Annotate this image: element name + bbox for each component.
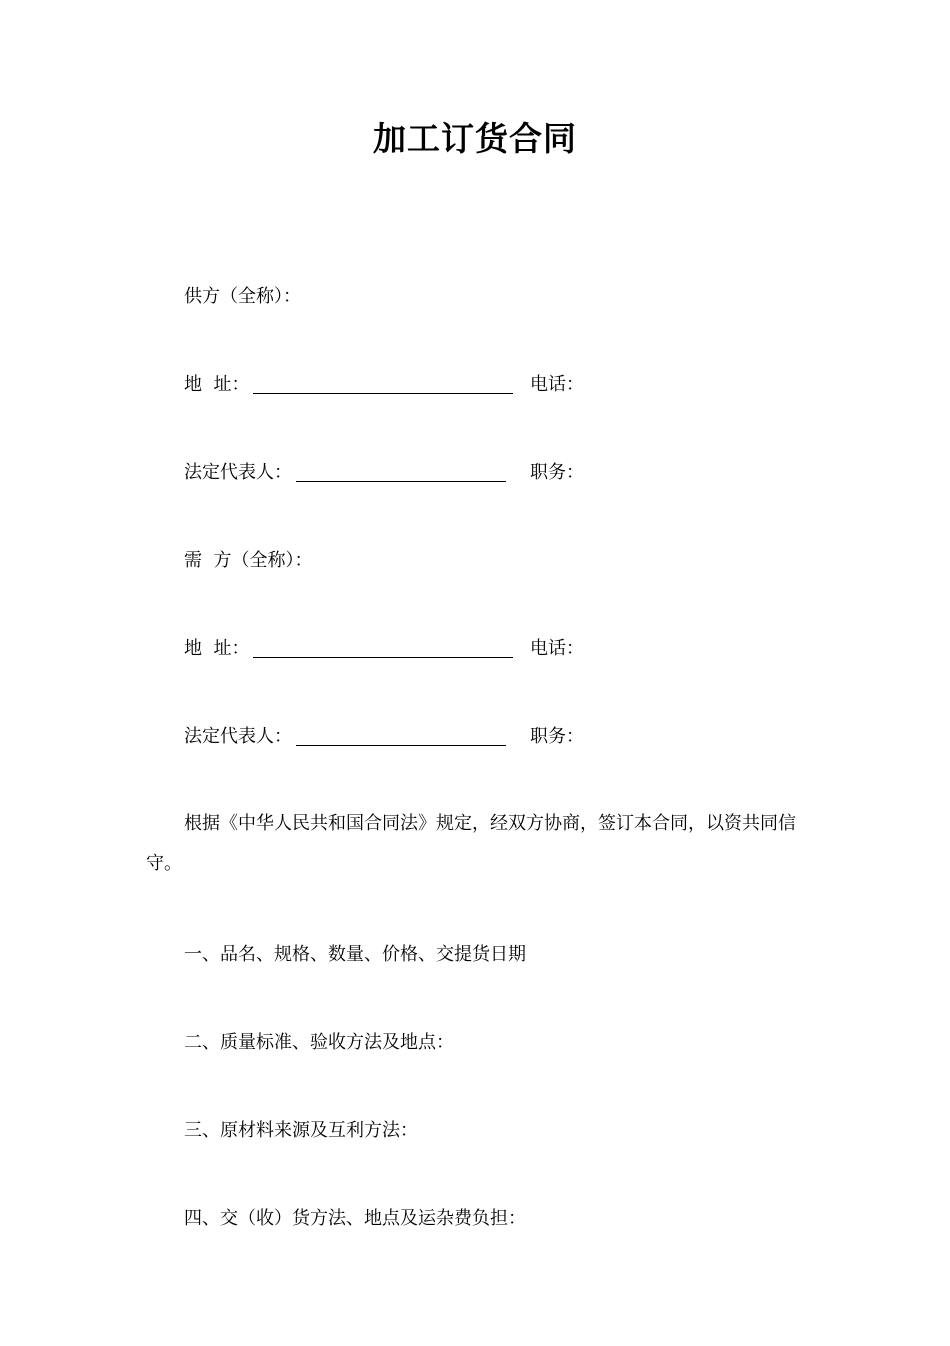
buyer-phone-label: 电话： [530,638,584,659]
supplier-address-row [184,372,513,398]
intro-paragraph: 根据《中华人民共和国合同法》规定，经双方协商，签订本合同，以资共同信守。 [146,813,796,874]
buyer-position-label: 职务： [530,726,584,747]
supplier-rep-row [184,460,506,486]
supplier-label: 供方（全称）： [184,286,301,307]
document-title: 加工订货合同 [373,119,577,158]
supplier-rep-label: 法定代表人： [184,462,292,483]
buyer-rep-row [184,724,506,750]
clause-3: 三、原材料来源及互利方法： [184,1120,418,1141]
buyer-address-row [184,636,513,662]
buyer-rep-label: 法定代表人： [184,726,292,747]
supplier-address-field[interactable] [253,373,513,394]
buyer-address-field[interactable] [253,637,513,658]
supplier-position-label: 职务： [530,462,584,483]
supplier-phone-label: 电话： [530,374,584,395]
clause-1: 一、品名、规格、数量、价格、交提货日期 [184,944,526,965]
clause-2: 二、质量标准、验收方法及地点： [184,1032,454,1053]
supplier-rep-field[interactable] [296,461,506,482]
clause-4: 四、交（收）货方法、地点及运杂费负担： [184,1208,526,1229]
buyer-rep-field[interactable] [296,725,506,746]
buyer-address-label: 地 址： [184,638,250,659]
buyer-label: 需 方（全称）： [184,550,313,571]
supplier-address-label: 地 址： [184,374,250,395]
